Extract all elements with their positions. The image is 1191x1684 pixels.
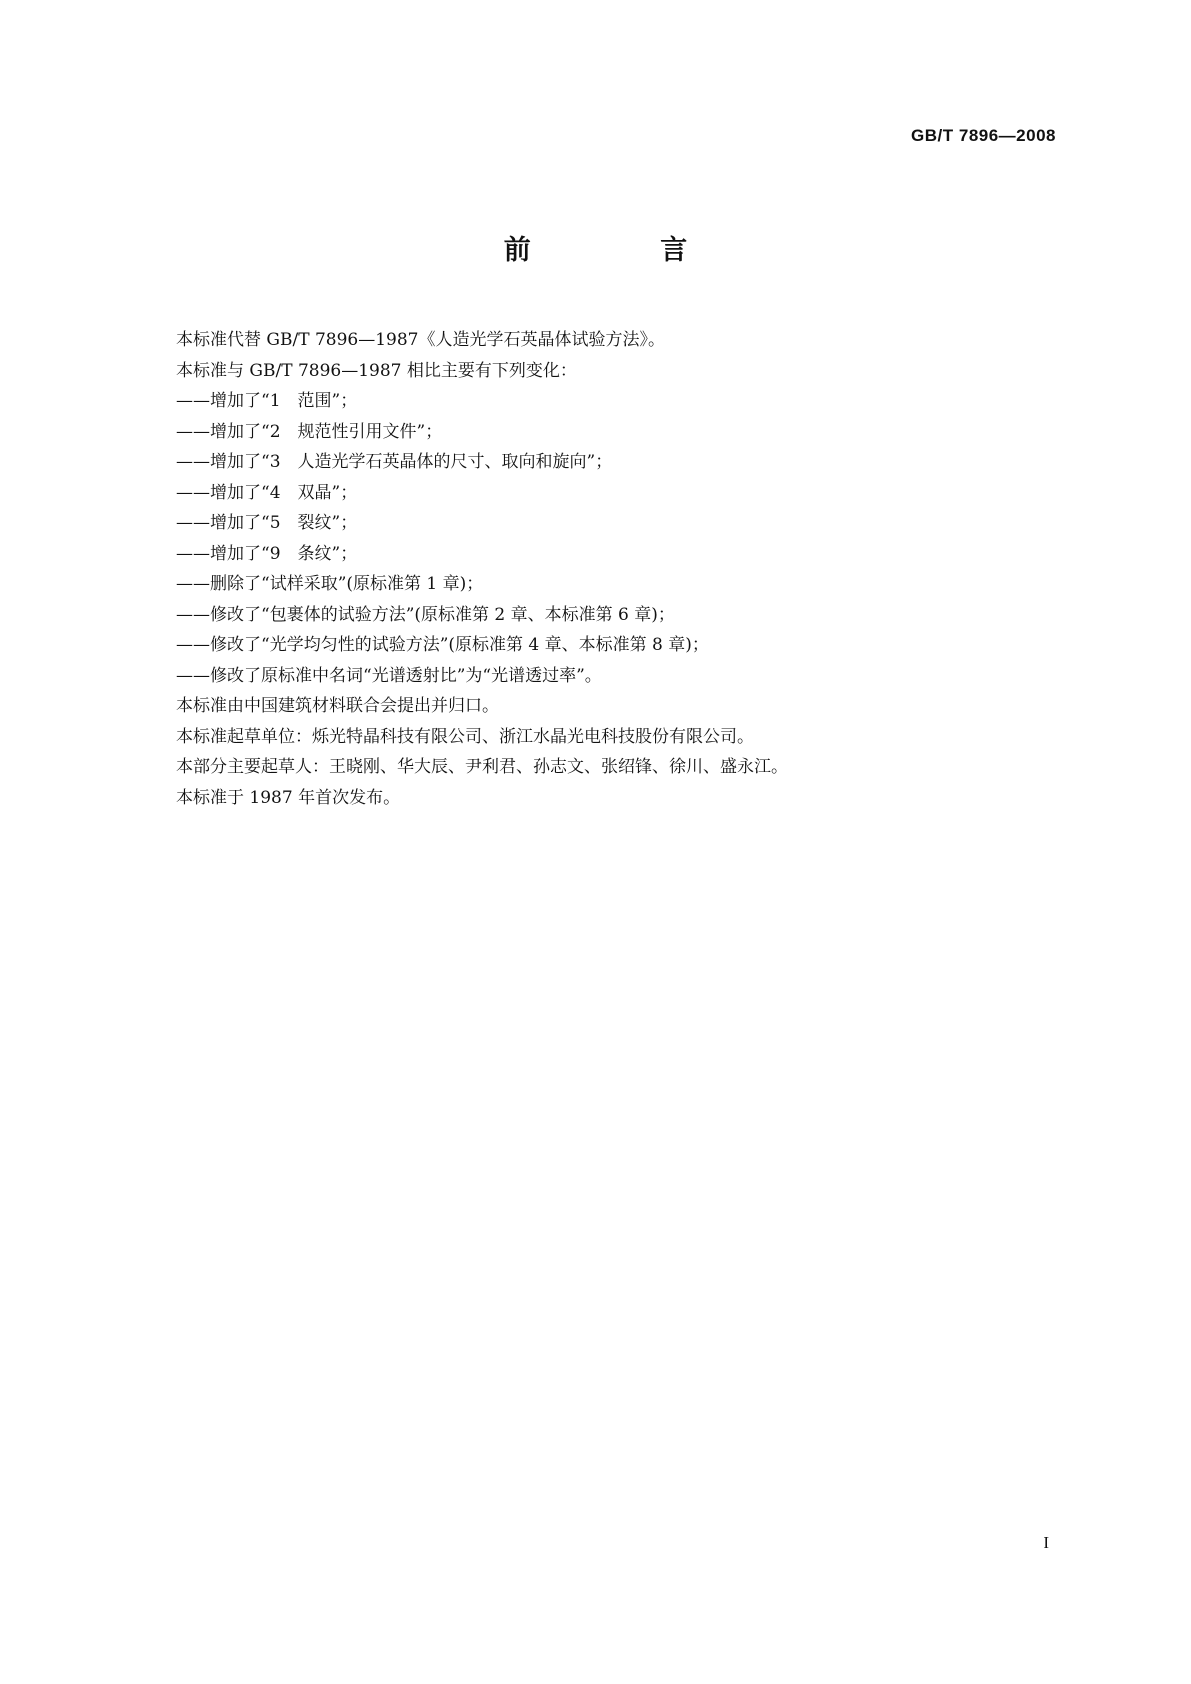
paragraph: 本标准与 GB/T 7896—1987 相比主要有下列变化： <box>176 360 577 381</box>
change-item: ——增加了“2 规范性引用文件”； <box>176 421 443 442</box>
page-title: 前 言 <box>503 235 748 266</box>
change-item: ——增加了“3 人造光学石英晶体的尺寸、取向和旋向”； <box>176 452 613 472</box>
change-item: ——增加了“1 范围”； <box>176 391 358 411</box>
standard-code: GB/T 7896—2008 <box>911 126 1056 145</box>
preface-body <box>176 325 1056 813</box>
change-item: ——增加了“5 裂纹”； <box>176 513 358 533</box>
change-item: ——修改了“包裹体的试验方法”(原标准第 2 章、本标准第 6 章)； <box>176 604 675 625</box>
change-item: ——修改了原标准中名词“光谱透射比”为“光谱透过率”。 <box>176 665 602 686</box>
page-number: I <box>1043 1533 1049 1552</box>
change-item: ——增加了“4 双晶”； <box>176 482 358 503</box>
paragraph: 本标准代替 GB/T 7896—1987《人造光学石英晶体试验方法》。 <box>176 330 665 350</box>
paragraph: 本标准起草单位：烁光特晶科技有限公司、浙江水晶光电科技股份有限公司。 <box>176 726 754 747</box>
change-item: ——修改了“光学均匀性的试验方法”(原标准第 4 章、本标准第 8 章)； <box>176 635 709 655</box>
paragraph: 本部分主要起草人：王晓刚、华大辰、尹利君、孙志文、张绍锋、徐川、盛永江。 <box>176 757 788 777</box>
paragraph: 本标准于 1987 年首次发布。 <box>176 787 401 808</box>
change-item: ——增加了“9 条纹”； <box>176 543 358 564</box>
paragraph: 本标准由中国建筑材料联合会提出并归口。 <box>176 696 499 716</box>
change-item: ——删除了“试样采取”(原标准第 1 章)； <box>176 574 484 594</box>
